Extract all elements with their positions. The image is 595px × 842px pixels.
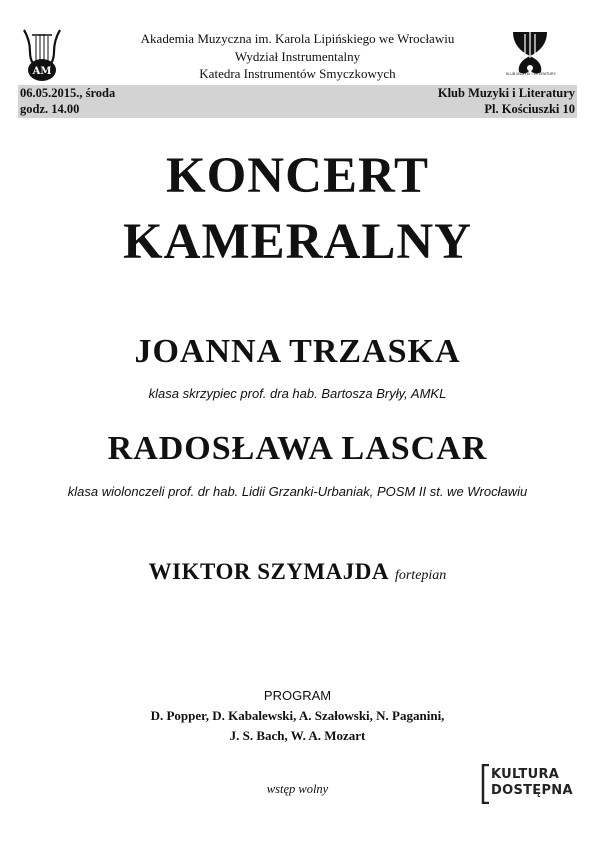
bracket-icon [481, 764, 491, 804]
performer-1-name: JOANNA TRZASKA [134, 333, 461, 370]
program-composers-2: J. S. Bach, W. A. Mozart [229, 728, 366, 743]
kultura-dostepna-logo [481, 764, 573, 804]
kultura-line-2: DOSTĘPNA [491, 783, 573, 798]
performer-3-instrument: fortepian [394, 568, 447, 583]
performer-2-note: klasa wiolonczeli prof. dr hab. Lidii Grzanki-Urbaniak, POSM II st. we Wrocławiu [67, 484, 528, 499]
department-name: Katedra Instrumentów Smyczkowych [199, 66, 396, 81]
entry-note: wstęp wolny [266, 782, 329, 796]
event-venue: Klub Muzyki i Literatury [437, 86, 575, 100]
performer-2-name: RADOSŁAWA LASCAR [107, 430, 488, 467]
event-date: 06.05.2015., środa [20, 86, 116, 100]
program-composers-1: D. Popper, D. Kabalewski, A. Szałowski, N. Paganini, [150, 708, 445, 723]
kultura-line-1: KULTURA [491, 767, 560, 782]
title-line-2: KAMERALNY [123, 214, 472, 270]
svg-text:AM: AM [32, 66, 52, 77]
event-time: godz. 14.00 [20, 102, 80, 116]
performer-3-name: WIKTOR SZYMAJDA [148, 559, 389, 584]
performer-3 [0, 559, 595, 585]
title-line-1: KONCERT [165, 148, 430, 204]
club-logo-caption: KLUB MUZYKI I LITERATURY [505, 72, 557, 76]
academy-name: Akademia Muzyczna im. Karola Lipińskiego we Wrocławiu [140, 31, 455, 46]
performer-1-note: klasa skrzypiec prof. dra hab. Bartosza Bryły, AMKL [148, 386, 447, 401]
program-heading: PROGRAM [263, 688, 332, 703]
event-address: Pl. Kościuszki 10 [484, 102, 575, 116]
faculty-name: Wydział Instrumentalny [234, 49, 361, 64]
